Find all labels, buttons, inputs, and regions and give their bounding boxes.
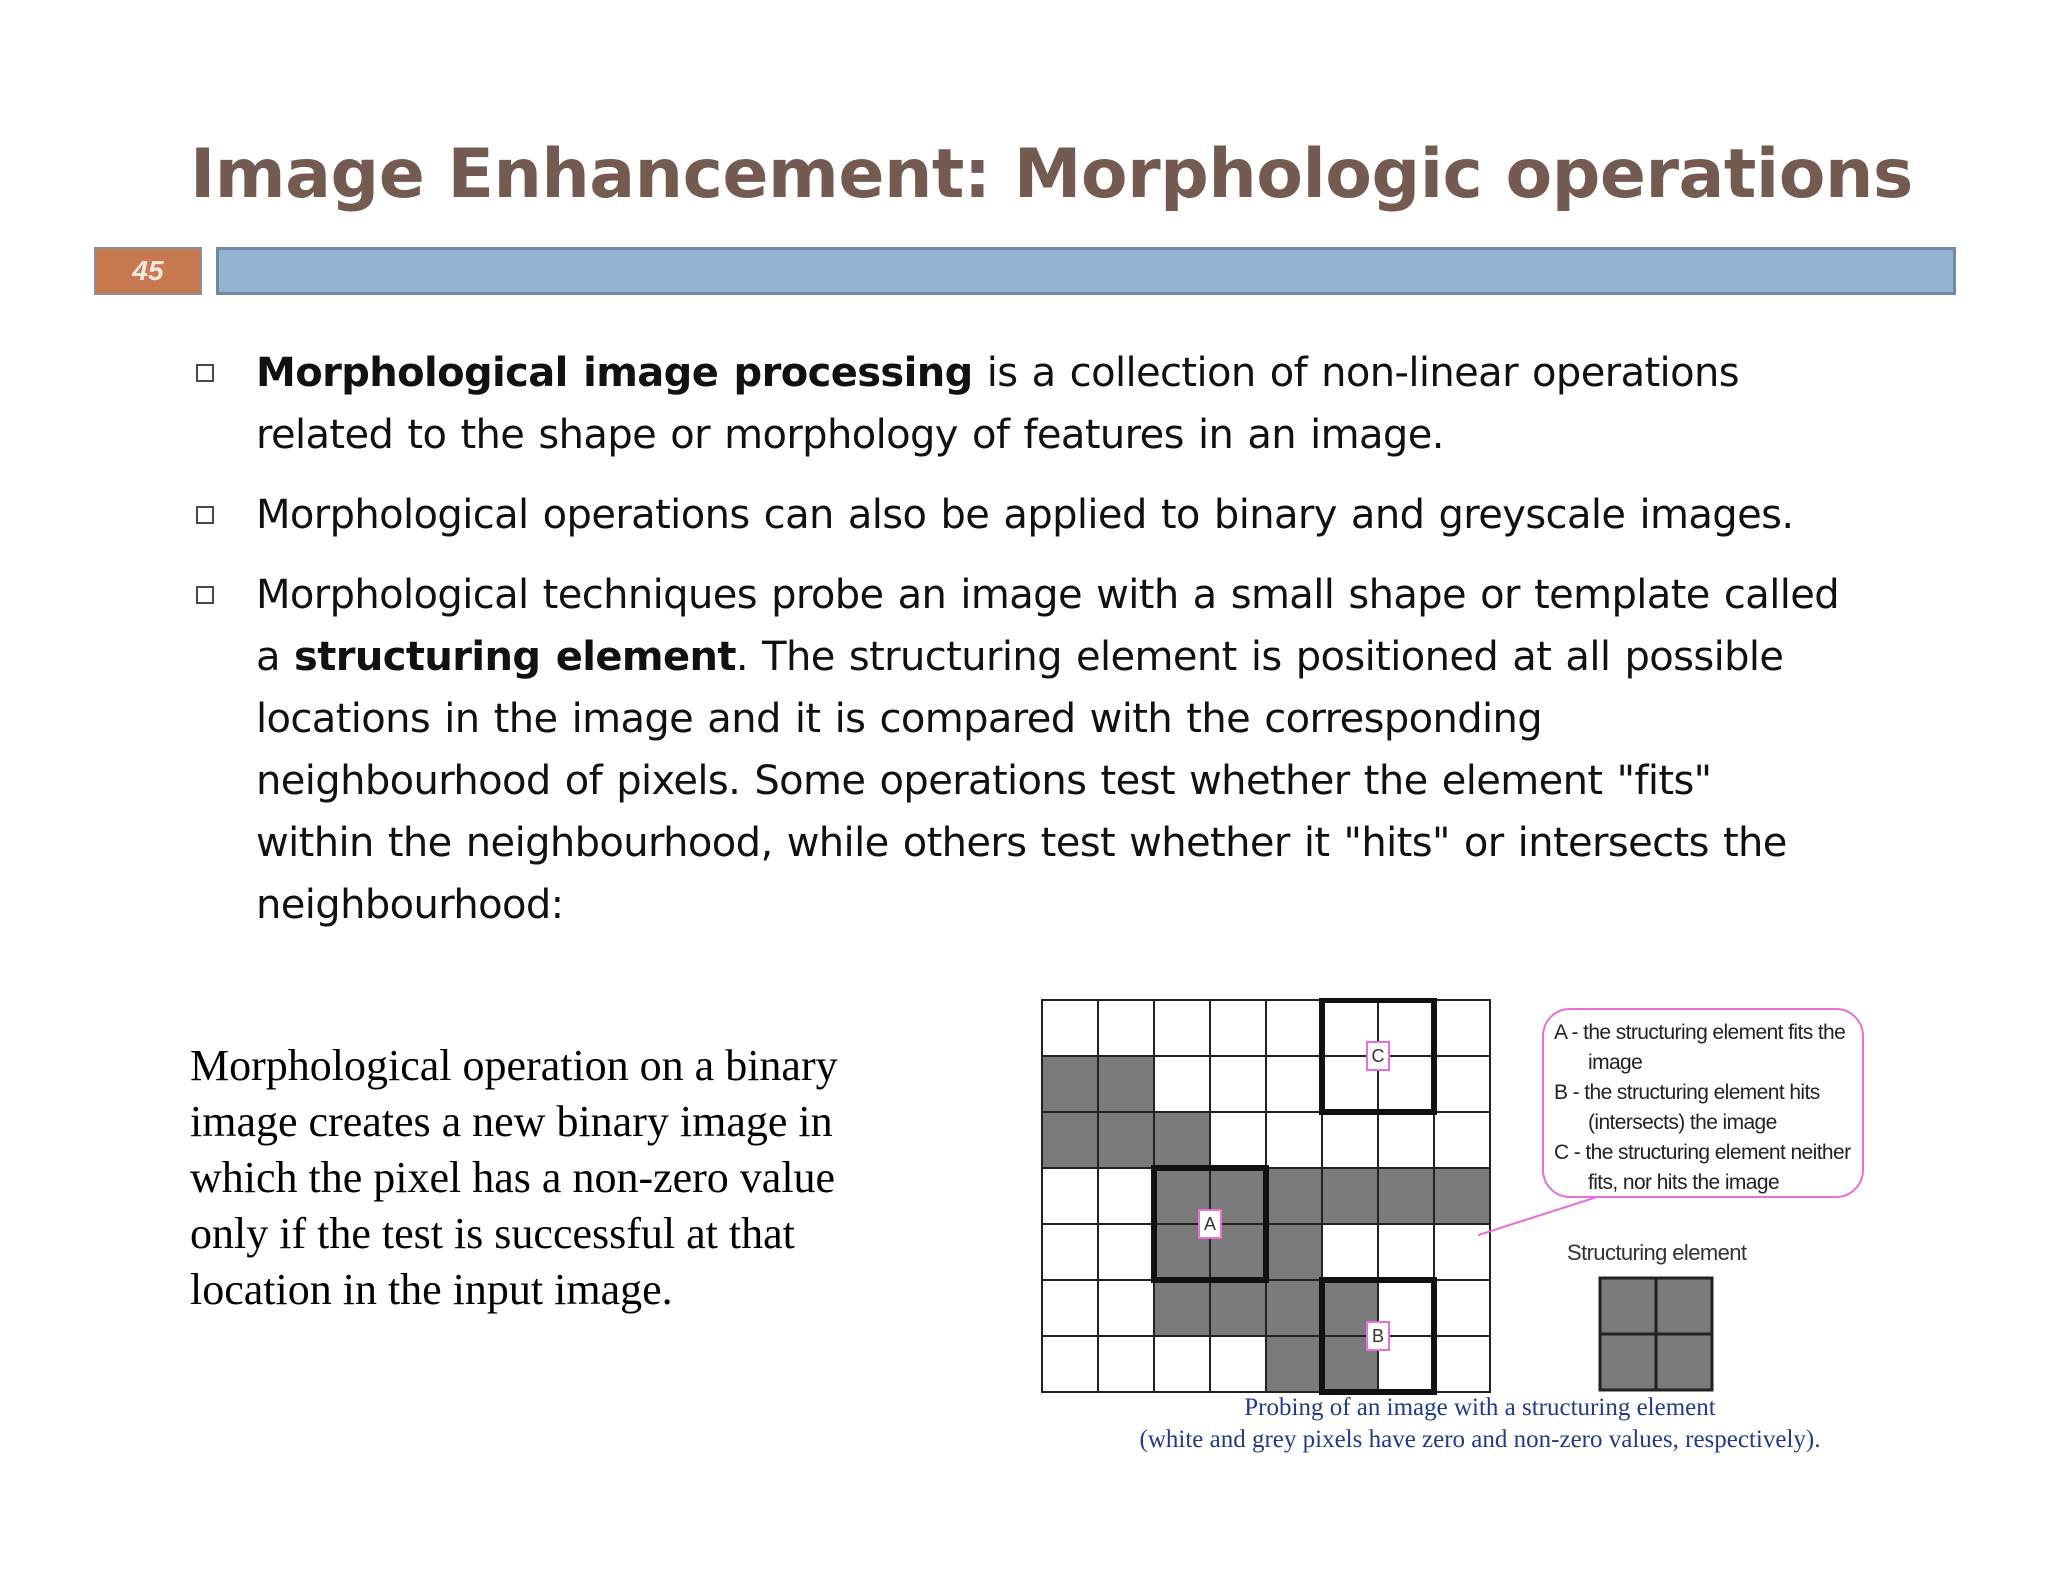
grid-cell xyxy=(1378,1168,1434,1224)
square-bullet-icon xyxy=(196,364,214,382)
probe-label-b: B xyxy=(1366,1321,1390,1351)
grid-cell xyxy=(1154,1112,1210,1168)
structuring-element-cell xyxy=(1656,1334,1712,1390)
grid-cell xyxy=(1098,1168,1154,1224)
grid-cell xyxy=(1434,1168,1490,1224)
grid-cell xyxy=(1042,1168,1098,1224)
grid-cell xyxy=(1322,1224,1378,1280)
callout-pointer xyxy=(1478,1196,1640,1235)
grid-cell xyxy=(1154,1336,1210,1392)
grid-cell xyxy=(1042,1112,1098,1168)
caption-line-1: Probing of an image with a structuring element xyxy=(1244,1394,1716,1421)
bullet-before: Morphological techniques probe an image with a small shape or template called a xyxy=(256,572,1840,680)
grid-cell xyxy=(1266,1056,1322,1112)
grid-cell xyxy=(1210,1280,1266,1336)
grid-cell xyxy=(1154,1280,1210,1336)
grid-cell xyxy=(1042,1224,1098,1280)
grid-cell xyxy=(1154,1000,1210,1056)
bullet-item xyxy=(190,342,1840,466)
grid-cell xyxy=(1378,1224,1434,1280)
square-bullet-icon xyxy=(196,586,214,604)
structuring-element-cell xyxy=(1656,1278,1712,1334)
grid-cell xyxy=(1378,1112,1434,1168)
grid-cell xyxy=(1434,1056,1490,1112)
grid-cell xyxy=(1210,1000,1266,1056)
bullet-item xyxy=(190,484,1840,546)
morphology-figure xyxy=(1040,998,1900,1468)
grid-cell xyxy=(1434,1336,1490,1392)
callout-legend xyxy=(1542,1008,1864,1198)
grid-cell xyxy=(1266,1168,1322,1224)
title-bar-decoration xyxy=(216,247,1956,295)
grid-cell xyxy=(1042,1336,1098,1392)
grid-cell xyxy=(1098,1056,1154,1112)
bullet-text: Morphological operations can also be applied to binary and greyscale images. xyxy=(256,492,1794,538)
grid-cell xyxy=(1266,1336,1322,1392)
grid-cell xyxy=(1322,1168,1378,1224)
grid-cell xyxy=(1210,1112,1266,1168)
grid-cell xyxy=(1098,1112,1154,1168)
grid-cell xyxy=(1042,1280,1098,1336)
grid-cell xyxy=(1266,1000,1322,1056)
bold-term: Morphological image processing xyxy=(256,350,973,396)
grid-cell xyxy=(1434,1280,1490,1336)
grid-cell xyxy=(1434,1000,1490,1056)
callout-line-c: C - the structuring element neither fits, nor hits the image xyxy=(1554,1141,1851,1194)
grid-cell xyxy=(1266,1224,1322,1280)
structuring-element-cell xyxy=(1600,1334,1656,1390)
bullet-text xyxy=(256,564,1840,936)
grid-cell xyxy=(1322,1112,1378,1168)
slide-number: 45 xyxy=(94,247,202,295)
structuring-element-label: Structuring element xyxy=(1567,1240,1747,1265)
figure-caption xyxy=(1080,1392,1880,1456)
grid-cell xyxy=(1098,1280,1154,1336)
grid-cell xyxy=(1042,1000,1098,1056)
bullet-rest: is a collection of non-linear operations related to the shape or morphology of features in an image. xyxy=(256,350,1739,458)
grid-cell xyxy=(1042,1056,1098,1112)
probe-label-c: C xyxy=(1366,1041,1390,1071)
bullet-item xyxy=(190,564,1840,936)
grid-cell xyxy=(1210,1056,1266,1112)
side-explanation: Morphological operation on a binary image creates a new binary image in which the pixel has a non-zero value only if the test is successful at that location in the input image. xyxy=(190,1041,838,1314)
structuring-element-cell xyxy=(1600,1278,1656,1334)
grid-cell xyxy=(1434,1112,1490,1168)
grid-cell xyxy=(1154,1056,1210,1112)
square-bullet-icon xyxy=(196,506,214,524)
callout-line-a: A - the structuring element fits the image xyxy=(1554,1021,1846,1074)
grid-cell xyxy=(1098,1000,1154,1056)
slide-title: Image Enhancement: Morphologic operations xyxy=(190,135,1913,214)
grid-cell xyxy=(1434,1224,1490,1280)
grid-cell xyxy=(1098,1224,1154,1280)
grid-cell xyxy=(1266,1280,1322,1336)
caption-line-2: (white and grey pixels have zero and non-zero values, respectively). xyxy=(1139,1426,1821,1453)
probe-label-a: A xyxy=(1198,1209,1222,1239)
bullet-after: . The structuring element is positioned at all possible locations in the image and it is compared with the corresponding neighbourhood of pixels. Some operations test whether the element "fits" within the neighbourhood, while others test whether it "hits" or intersects the neighbourhood: xyxy=(256,634,1787,928)
bullet-list xyxy=(190,342,1840,954)
callout-line-b: B - the structuring element hits (intersects) the image xyxy=(1554,1081,1820,1134)
grid-cell xyxy=(1098,1336,1154,1392)
grid-cell xyxy=(1266,1112,1322,1168)
bold-term: structuring element xyxy=(294,634,736,680)
grid-cell xyxy=(1210,1336,1266,1392)
bullet-text xyxy=(256,342,1840,466)
